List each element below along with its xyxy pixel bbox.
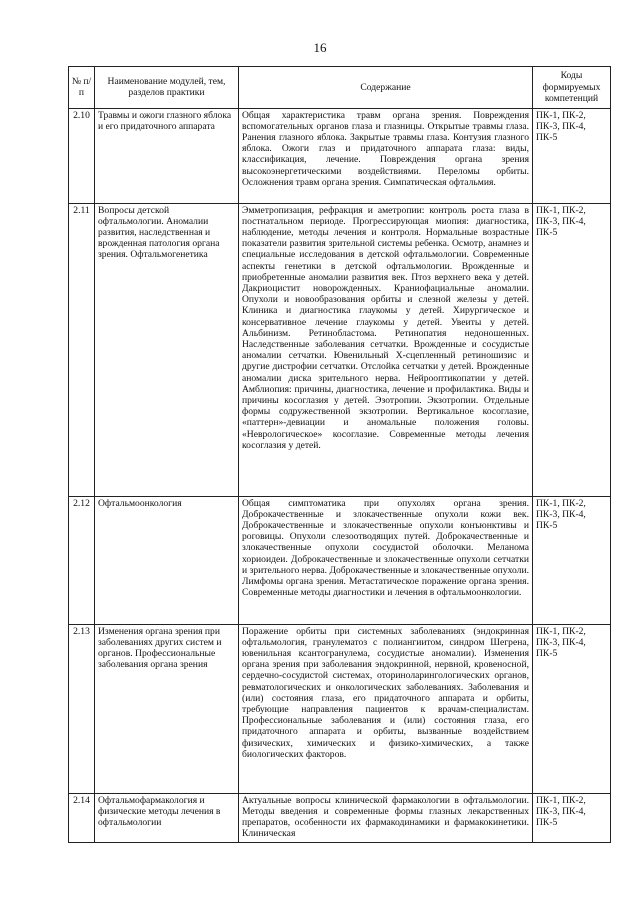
row-title: Вопросы детской офтальмологии. Аномалии развития, наследственная и врожденная патология органа зрения. Офтальмогенетика [95, 203, 239, 496]
header-number: № п/п [69, 67, 95, 109]
row-number: 2.12 [69, 496, 95, 624]
table-row [69, 203, 611, 496]
row-title: Травмы и ожоги глазного яблока и его придаточного аппарата [95, 108, 239, 203]
row-content: Актуальные вопросы клинической фармакологии в офтальмологии. Методы введения и современные формы глазных лекарственных препаратов, особенности их фармакодинамики и фармакокинетики. Клиническая [239, 793, 533, 842]
header-module-title: Наименование модулей, тем, разделов практики [95, 67, 239, 109]
header-content: Содержание [239, 67, 533, 109]
page-number: 16 [313, 40, 327, 55]
row-content: Общая симптоматика при опухолях органа зрения. Доброкачественные и злокачественные опухоли кожи век. Доброкачественные и злокачественные опухоли конъюнктивы и роговицы. Опухоли слезоотводящих путей. Доброкачественные и злокачественные опухоли сосудистой оболочки. Меланома хориоидеи. Доброкачественные и злокачественные опухоли сетчатки и зрительного нерва. Доброкачественные и злокачественные опухоли. Лимфомы органа зрения. Метастатическое поражение органа зрения. Современные методы диагностики и лечения в офтальмоонкологии. [239, 496, 533, 624]
row-title: Офтальмофармакология и физические методы лечения в офтальмологии [95, 793, 239, 842]
row-title: Офтальмоонкология [95, 496, 239, 624]
row-codes: ПК-1, ПК-2, ПК-3, ПК-4, ПК-5 [533, 793, 611, 842]
row-number: 2.13 [69, 624, 95, 793]
table-header-row [69, 67, 611, 109]
row-codes: ПК-1, ПК-2, ПК-3, ПК-4, ПК-5 [533, 624, 611, 793]
row-content: Общая характеристика травм органа зрения. Повреждения вспомогательных органов глаза и глазницы. Открытые травмы глаза. Ранения глазного яблока. Закрытые травмы глаза. Контузия глазного яблока. Ожоги глаз и придаточного аппарата глаза: виды, классификация, лечение. Повреждения органа зрения высокоэнергетическими воздействиями. Переломы орбиты. Осложнения травм органа зрения. Симпатическая офтальмия. [239, 108, 533, 203]
table-row [69, 793, 611, 842]
row-codes: ПК-1, ПК-2, ПК-3, ПК-4, ПК-5 [533, 496, 611, 624]
row-content: Поражение орбиты при системных заболеваниях (эндокринная офтальмология, гранулематоз с полиангиитом, синдром Шегрена, ювенильная ксантогранулема, сосудистые аномалии). Изменения органа зрения при заболевания эндокринной, нервной, кровеносной, сердечно-сосудистой системах, оториноларингологических органов, ревматологических и онкологических заболеваниях. Заболевания и (или) состояния глаза, его придаточного аппарата и орбиты, требующие направления пациентов к врачам-специалистам. Профессиональные заболевания и (или) состояния глаза, его придаточного аппарата и орбиты, вызванные воздействием физических, химических и физико-химических, а также биологических факторов. [239, 624, 533, 793]
row-codes: ПК-1, ПК-2, ПК-3, ПК-4, ПК-5 [533, 203, 611, 496]
header-competency-codes: Коды формируемых компетенций [533, 67, 611, 109]
row-number: 2.10 [69, 108, 95, 203]
row-codes: ПК-1, ПК-2, ПК-3, ПК-4, ПК-5 [533, 108, 611, 203]
row-content: Эмметропизация, рефракция и аметропии: контроль роста глаза в постнатальном периоде. Прогрессирующая миопия: диагностика, наблюдение, методы лечения и контроля. Нормальные возрастные показатели развития зрительной системы ребенка. Осмотр, анамнез и специальные исследования в детской офтальмологии. Современные аспекты генетики в детской офтальмологии. Врожденные и приобретенные аномалии развития век. Птоз верхнего века у детей. Дакриоцистит новорожденных. Краниофациальные аномалии. Опухоли и новообразования орбиты и слезной железы у детей. Клиника и диагностика глаукомы у детей. Хирургическое и консервативное лечение глаукомы у детей. Увеиты у детей. Альбинизм. Ретинобластома. Ретинопатия недоношенных. Наследственные заболевания сетчатки. Врожденные и сосудистые аномалии сетчатки. Ювенильный Х-сцепленный ретиношизис и другие дистрофии сетчатки. Отслойка сетчатки у детей. Врожденные аномалии диска зрительного нерва. Нейрооптикопатии у детей. Амблиопия: причины, диагностика, лечение и профилактика. Виды и причины косоглазия у детей. Эзотропии. Экзотропии. Отдельные формы содружественной экзотропии. Вертикальное косоглазие, «паттерн»-девиации и аномальные положения головы. «Неврологическое» косоглазие. Современные методы лечения косоглазия у детей. [239, 203, 533, 496]
row-title: Изменения органа зрения при заболеваниях других систем и органов. Профессиональные заболевания органа зрения [95, 624, 239, 793]
curriculum-table [68, 66, 611, 843]
row-number: 2.11 [69, 203, 95, 496]
table-row [69, 108, 611, 203]
row-number: 2.14 [69, 793, 95, 842]
table-row [69, 496, 611, 624]
table-row [69, 624, 611, 793]
